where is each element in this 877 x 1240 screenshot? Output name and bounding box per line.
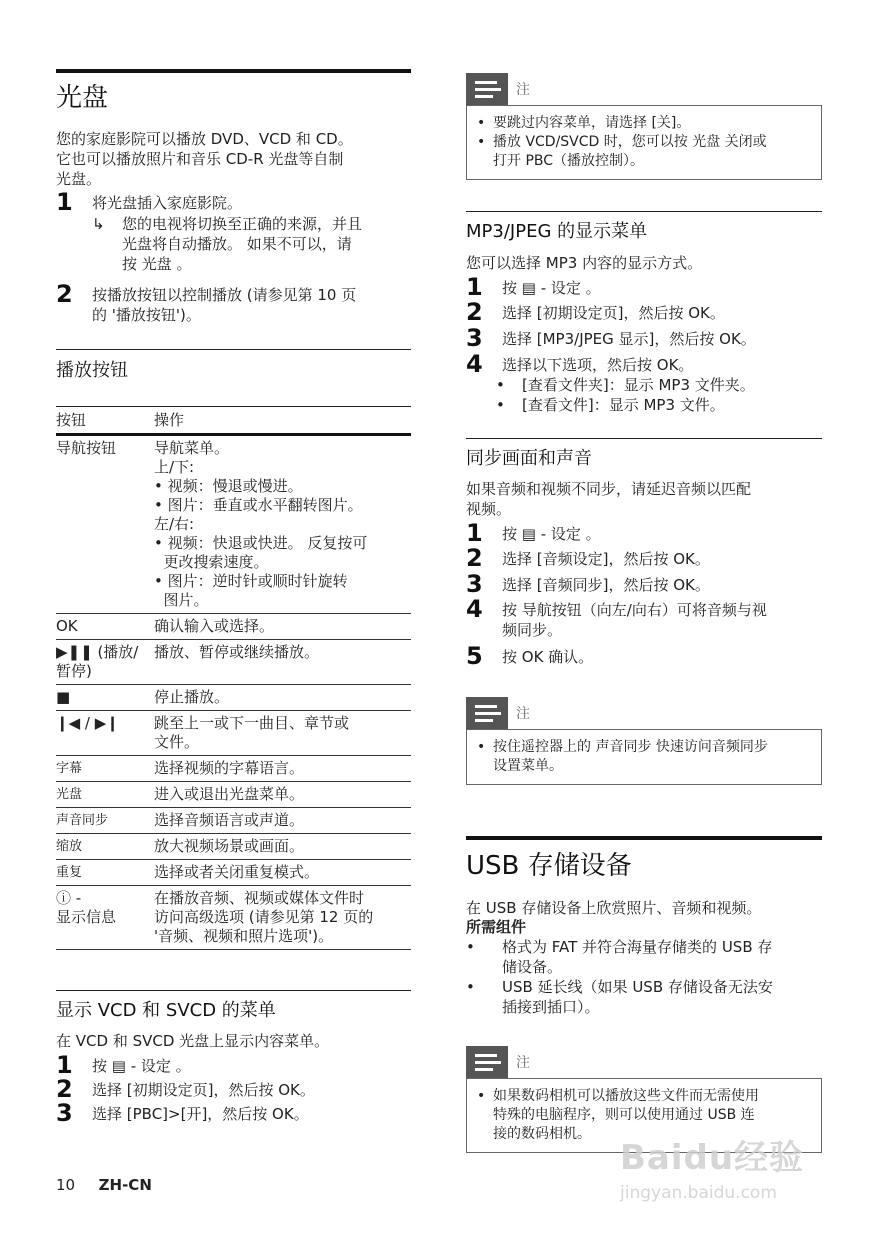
sync-section-title: 同步画面和声音 [466, 448, 592, 469]
sync-step-4: 4 按 导航按钮（向左/向右）可将音频与视 频同步。 [466, 595, 767, 639]
button-name: ❙◀ / ▶❙ [56, 711, 154, 756]
button-action: 选择或者关闭重复模式。 [154, 860, 411, 886]
watermark-brand: Baidu经验 [620, 1138, 805, 1178]
table-row [56, 834, 411, 860]
vcd-intro: 在 VCD 和 SVCD 光盘上显示内容菜单。 [56, 1032, 330, 1050]
section-rule [466, 211, 822, 212]
disc-step-1-result: ↳ 您的电视将切换至正确的来源，并且 光盘将自动播放。 如果不可以，请 按 光盘 。 [92, 215, 363, 273]
button-name: 光盘 [56, 782, 154, 808]
mp3-options: • [查看文件夹]：显示 MP3 文件夹。 • [查看文件]：显示 MP3 文件。 [496, 376, 755, 414]
button-action: 放大视频场景或画面。 [154, 834, 411, 860]
button-name: 缩放 [56, 834, 154, 860]
button-action: 选择视频的字幕语言。 [154, 756, 411, 782]
table-row [56, 808, 411, 834]
button-action: 跳至上一或下一曲目、章节或 文件。 [154, 711, 411, 756]
section-rule [56, 69, 411, 73]
language-code: ZH-CN [98, 1176, 152, 1194]
button-name: ■ [56, 685, 154, 711]
button-action: 确认输入或选择。 [154, 614, 411, 640]
disc-step-1: 1 将光盘插入家庭影院。 [56, 188, 243, 216]
sync-step-5: 5 按 OK 确认。 [466, 642, 594, 670]
note-icon [466, 1046, 508, 1078]
table-row [56, 756, 411, 782]
note-icon [466, 73, 508, 105]
disc-intro: 您的家庭影院可以播放 DVD、VCD 和 CD。 它也可以播放照片和音乐 CD-R 光盘等自制 光盘。 [56, 130, 353, 188]
table-row [56, 685, 411, 711]
usb-intro: 在 USB 存储设备上欣赏照片、音频和视频。 [466, 899, 762, 917]
button-name: ▶❚❚ (播放/ 暂停) [56, 640, 154, 685]
vcd-section-title: 显示 VCD 和 SVCD 的菜单 [56, 1000, 276, 1021]
usb-requirements: • 格式为 FAT 并符合海量存储类的 USB 存 储设备。 • USB 延长线（如果 USB 存储设备无法安 插接到插口）。 [466, 938, 773, 1016]
button-name: 重复 [56, 860, 154, 886]
result-arrow-icon: ↳ [92, 215, 105, 233]
table-top-rule [56, 406, 411, 407]
note-box-3: 注 • 如果数码相机可以播放这些文件而无需使用 特殊的电脑程序，则可以使用通过 USB 连 接的数码相机。 [466, 1046, 822, 1153]
table-row [56, 886, 411, 950]
sync-step-3: 3 选择 [音频同步]，然后按 OK。 [466, 570, 710, 598]
disc-step-2: 2 按播放按钮以控制播放 (请参见第 10 页 的 '播放按钮')。 [56, 280, 357, 324]
play-section-title: 播放按钮 [56, 360, 128, 381]
note-box-1: 注 • 要跳过内容菜单，请选择 [关]。 • 播放 VCD/SVCD 时，您可以按 光盘 关闭或 打开 PBC（播放控制）。 [466, 73, 822, 180]
button-action: 进入或退出光盘菜单。 [154, 782, 411, 808]
baidu-watermark [620, 1130, 820, 1210]
vcd-step-2: 2 选择 [初期设定页]，然后按 OK。 [56, 1075, 315, 1103]
button-action: 导航菜单。 上/下: • 视频：慢退或慢进。 • 图片：垂直或水平翻转图片。 左/右: • 视频：快退或快进。 反复按可 更改搜索速度。 • 图片：逆时针或顺时针旋转 图片。 [154, 436, 411, 614]
table-row [56, 711, 411, 756]
table-row [56, 782, 411, 808]
mp3-step-2: 2 选择 [初期设定页]，然后按 OK。 [466, 298, 725, 326]
button-name: 字幕 [56, 756, 154, 782]
mp3-step-1: 1 按 ▤ - 设定 。 [466, 273, 601, 301]
watermark-url: jingyan.baidu.com [620, 1183, 777, 1203]
page-title: 光盘 [56, 83, 109, 113]
table-row [56, 436, 411, 614]
sync-intro: 如果音频和视频不同步，请延迟音频以匹配 视频。 [466, 480, 752, 518]
usb-section-title: USB 存储设备 [466, 851, 632, 881]
mp3-step-4: 4 选择以下选项，然后按 OK。 [466, 350, 694, 378]
button-action: 播放、暂停或继续播放。 [154, 640, 411, 685]
sync-step-1: 1 按 ▤ - 设定 。 [466, 519, 601, 547]
play-button-table [56, 436, 411, 950]
mp3-step-3: 3 选择 [MP3/JPEG 显示]，然后按 OK。 [466, 324, 756, 352]
section-rule [56, 349, 411, 350]
vcd-step-1: 1 按 ▤ - 设定 。 [56, 1051, 191, 1079]
page-footer [56, 1176, 152, 1194]
mp3-intro: 您可以选择 MP3 内容的显示方式。 [466, 254, 703, 272]
table-header: 按钮 操作 [56, 410, 411, 436]
mp3-section-title: MP3/JPEG 的显示菜单 [466, 221, 648, 242]
table-row [56, 640, 411, 685]
button-action: 选择音频语言或声道。 [154, 808, 411, 834]
button-name: 导航按钮 [56, 436, 154, 614]
button-action: 在播放音频、视频或媒体文件时 访问高级选项 (请参见第 12 页的 '音频、视频和照片选项')。 [154, 886, 411, 950]
section-rule [466, 836, 822, 840]
section-rule [56, 990, 411, 991]
page-number: 10 [56, 1176, 76, 1194]
table-row [56, 614, 411, 640]
usb-requirements-title: 所需组件 [466, 918, 527, 936]
note-box-2: 注 • 按住遥控器上的 声音同步 快速访问音频同步 设置菜单。 [466, 697, 822, 785]
button-name: ⓘ - 显示信息 [56, 886, 154, 950]
sync-step-2: 2 选择 [音频设定]，然后按 OK。 [466, 544, 710, 572]
button-name: OK [56, 614, 154, 640]
section-rule [466, 438, 822, 439]
button-action: 停止播放。 [154, 685, 411, 711]
note-icon [466, 697, 508, 729]
button-name: 声音同步 [56, 808, 154, 834]
vcd-step-3: 3 选择 [PBC]>[开]，然后按 OK。 [56, 1099, 309, 1127]
table-row [56, 860, 411, 886]
